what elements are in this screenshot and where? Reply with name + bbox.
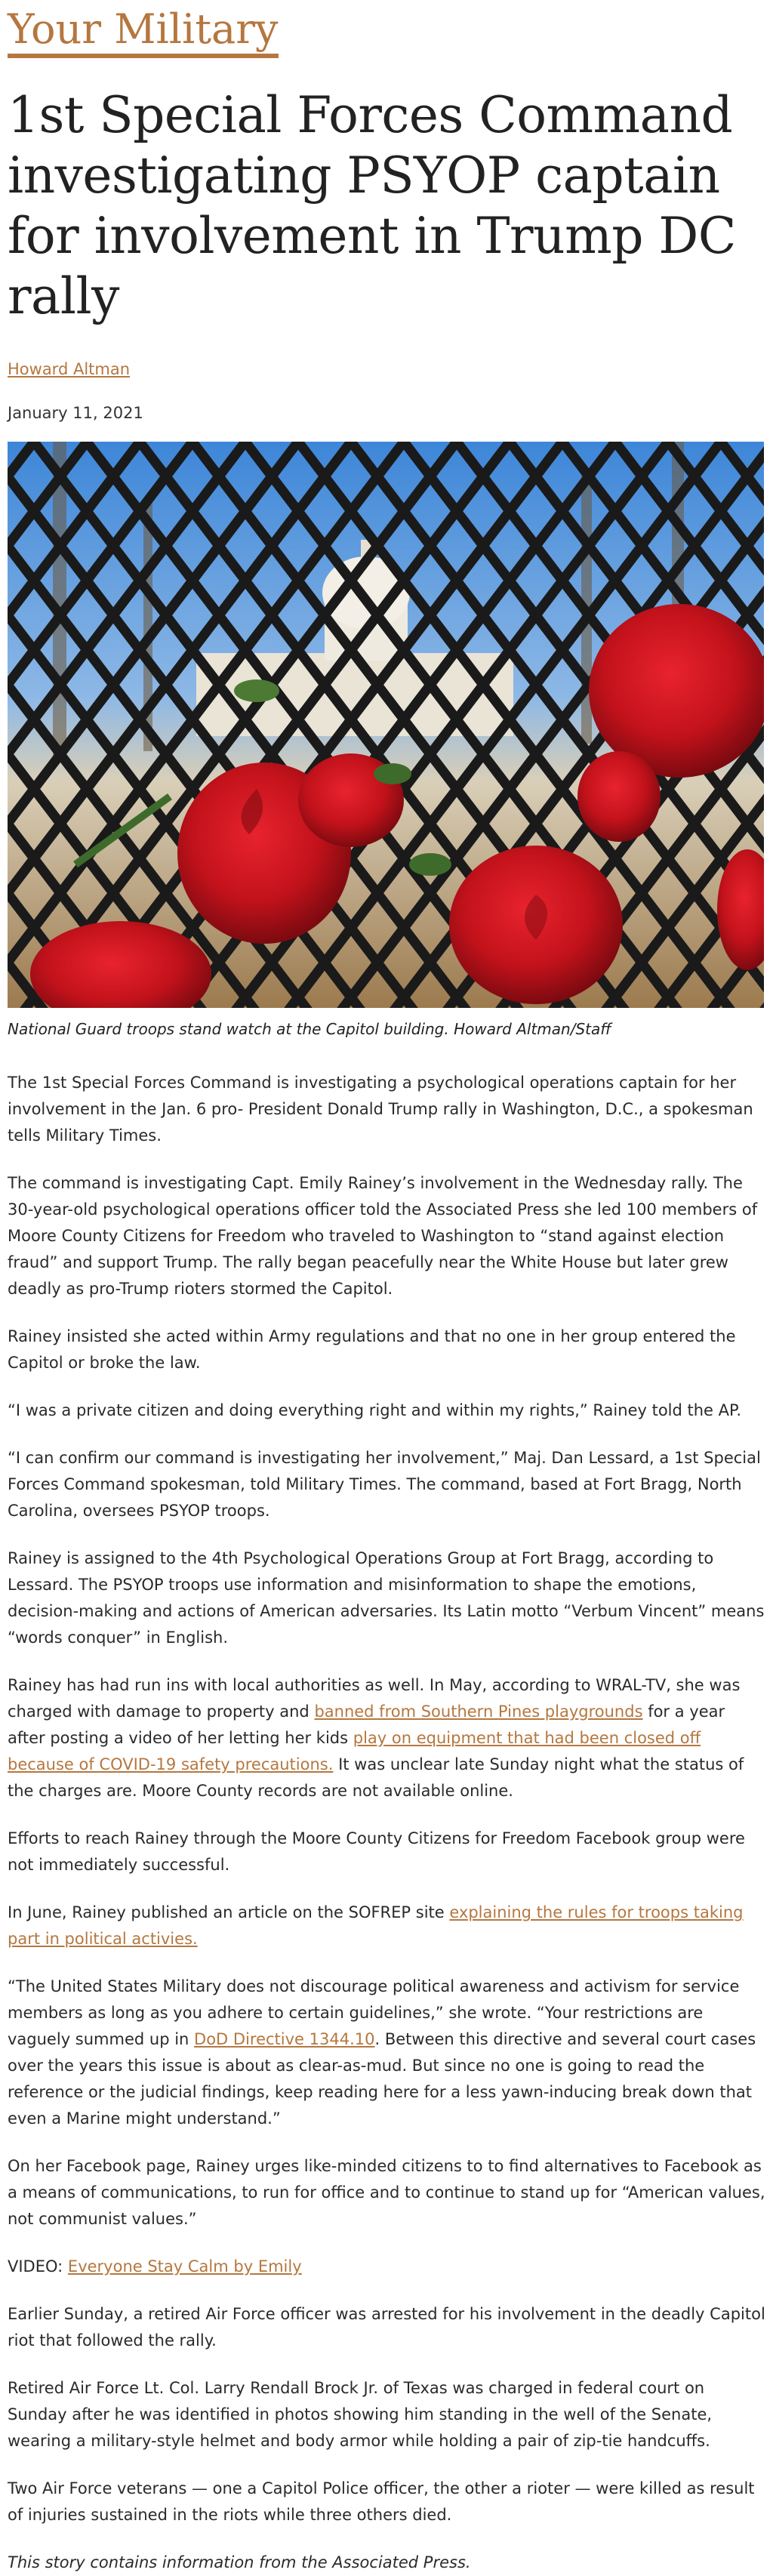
- playgrounds-link[interactable]: banned from Southern Pines playgrounds: [314, 1702, 643, 1721]
- paragraph-text: for a year after posting a video of her letting her kids: [8, 1702, 725, 1747]
- paragraph: “I can confirm our command is investigating her involvement,” Maj. Dan Lessard, a 1st Special Forces Command spokesman, told Military Times. The command, based at Fort Bragg, North Carolina, oversees PSYOP troops.: [8, 1449, 761, 1520]
- paragraph-text: Rainey has had run ins with local authorities as well. In May, according to WRAL-TV, she was charged with damage to property and: [8, 1676, 741, 1721]
- photo-capitol-roses: [8, 442, 764, 1008]
- author-link[interactable]: Howard Altman: [8, 360, 131, 378]
- publish-date: January 11, 2021: [8, 404, 143, 422]
- paragraph: Rainey insisted she acted within Army regulations and that no one in her group entered the Capitol or broke the law.: [8, 1327, 736, 1372]
- paragraph: [8, 1974, 765, 2132]
- paragraph: Retired Air Force Lt. Col. Larry Rendall Brock Jr. of Texas was charged in federal court on Sunday after he was identified in photos showing him standing in the well of the Senate, wearing a military-style helmet and body armor while holding a pair of zip-tie handcuffs.: [8, 2379, 713, 2450]
- paragraph: Earlier Sunday, a retired Air Force officer was arrested for his involvement in the deadly Capitol riot that followed the rally.: [8, 2305, 765, 2350]
- covid-equipment-link[interactable]: play on equipment that had been closed off because of COVID-19 safety precautions.: [8, 1729, 701, 1773]
- paragraph: Rainey is assigned to the 4th Psychological Operations Group at Fort Bragg, according to Lessard. The PSYOP troops use information and misinformation to shape the emotions, decision-making and actions of American adversaries. Its Latin motto “Verbum Vincent” means “words conquer” in English.: [8, 1549, 765, 1647]
- paragraph-text: It was unclear late Sunday night what the status of the charges are. Moore County records are not available online.: [8, 1755, 744, 1800]
- paragraph-text: . Between this directive and several court cases over the years this issue is about as clear-as-mud. But since no one is going to read the reference or the judicial findings, keep reading here for a less yawn-inducing break down that even a Marine might understand.”: [8, 2030, 756, 2128]
- photo-caption: National Guard troops stand watch at the Capitol building. Howard Altman/Staff: [8, 1020, 611, 1038]
- article-photo: [8, 442, 764, 1008]
- paragraph: [8, 2254, 765, 2280]
- paragraph: [8, 1672, 765, 1804]
- paragraph-text: VIDEO:: [8, 2257, 68, 2276]
- article-body: [8, 1070, 765, 2528]
- paragraph: Efforts to reach Rainey through the Moore County Citizens for Freedom Facebook group were not immediately successful.: [8, 1829, 745, 1874]
- source-note: This story contains information from the Associated Press.: [8, 2553, 471, 2571]
- dod-directive-link[interactable]: DoD Directive 1344.10: [194, 2030, 375, 2048]
- byline: [8, 360, 765, 378]
- section-link[interactable]: Your Military: [8, 6, 279, 58]
- paragraph-text: “The United States Military does not discourage political awareness and activism for service members as long as you adhere to certain guidelines,” she wrote. “Your restrictions are vaguely summed up in: [8, 1977, 740, 2048]
- paragraph: On her Facebook page, Rainey urges like-minded citizens to to find alternatives to Facebook as a means of communications, to run for office and to continue to stand up for “American values, not communist values.”: [8, 2157, 765, 2228]
- paragraph: The command is investigating Capt. Emily Rainey’s involvement in the Wednesday rally. The 30-year-old psychological operations officer told the Associated Press she led 100 members of Moore County Citizens for Freedom who traveled to Washington to “stand against election fraud” and support Trump. The rally began peacefully near the White House but later grew deadly as pro-Trump rioters stormed the Capitol.: [8, 1174, 758, 1298]
- video-link[interactable]: Everyone Stay Calm by Emily: [67, 2257, 302, 2276]
- paragraph: “I was a private citizen and doing everything right and within my rights,” Rainey told the AP.: [8, 1401, 742, 1419]
- paragraph: [8, 1900, 765, 1952]
- paragraph-text: In June, Rainey published an article on the SOFREP site: [8, 1903, 450, 1921]
- article-title: 1st Special Forces Command investigating PSYOP captain for involvement in Trump DC rally: [8, 86, 736, 325]
- sofrep-article-link[interactable]: explaining the rules for troops taking part in political activies.: [8, 1903, 744, 1948]
- paragraph: The 1st Special Forces Command is investigating a psychological operations captain for her involvement in the Jan. 6 pro- President Donald Trump rally in Washington, D.C., a spokesman tells Military Times.: [8, 1074, 753, 1145]
- paragraph: Two Air Force veterans — one a Capitol Police officer, the other a rioter — were killed as result of injuries sustained in the riots while three others died.: [8, 2479, 755, 2524]
